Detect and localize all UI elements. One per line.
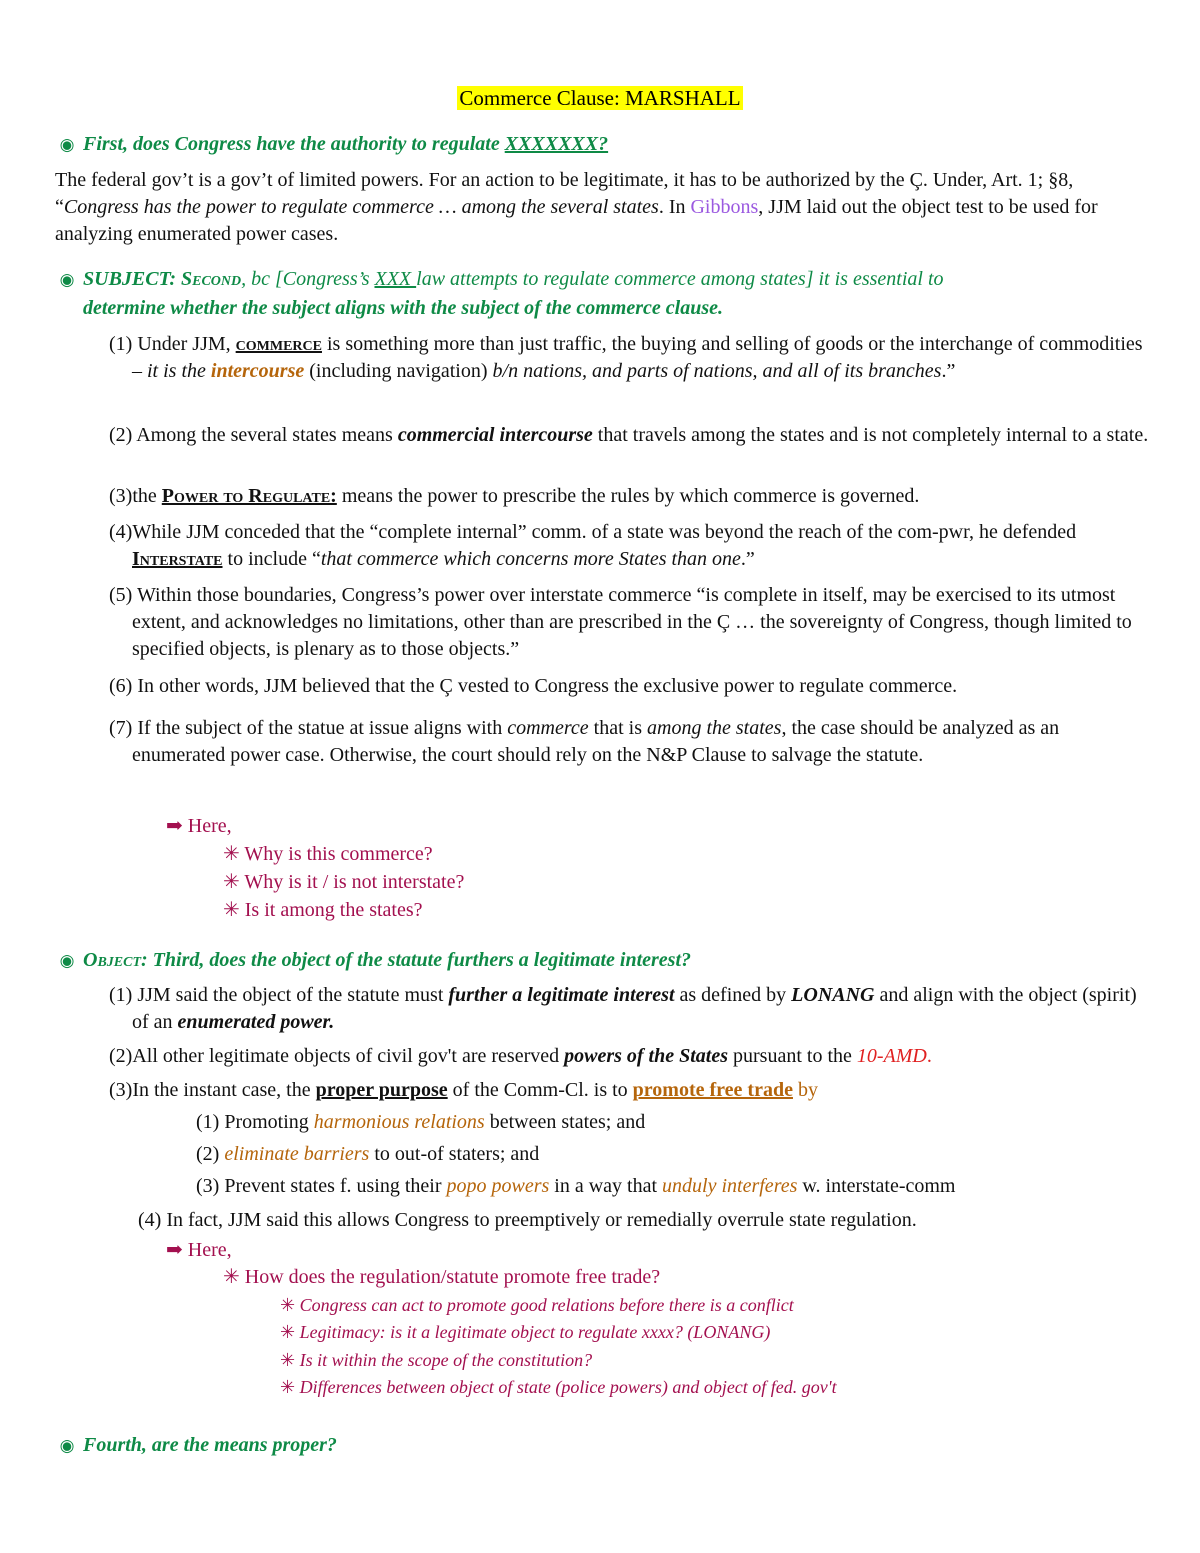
question-item [223, 869, 464, 896]
arrow-icon: ➡ [166, 1239, 183, 1261]
star-icon: ✳ [280, 1350, 296, 1370]
star-icon: ✳ [223, 899, 240, 921]
item-text-4: (including navigation) [304, 360, 493, 382]
star-icon: ✳ [280, 1295, 296, 1315]
term-power-to-regulate: Power to Regulate: [161, 485, 337, 507]
section-bullet-icon: ◉ [59, 135, 75, 154]
item-text: (6) In other words, JJM believed that the Ç vested to Congress the exclusive power to regulate commerce. [109, 675, 958, 697]
question-text: Why is this commerce? [244, 843, 433, 865]
term-proper-purpose: proper purpose [315, 1079, 448, 1101]
term-promote-free-trade: promote free trade [632, 1079, 793, 1101]
item-text: (5) Within those boundaries, Congress’s power over interstate commerce “is complete in itself, may be exercised to its utmost extent, and acknowledges no limitations, other than are prescribed in the Ç … the sovereignty of Congress, though limited to specified objects, is plenary as to those objects.” [109, 584, 1132, 660]
term-unduly-interferes: unduly interferes [662, 1175, 798, 1197]
item-text: (3)the [109, 485, 162, 507]
here-block-2 [166, 1237, 232, 1264]
question-subitem [280, 1374, 837, 1401]
term-intercourse: intercourse [210, 360, 305, 382]
star-icon: ✳ [223, 843, 240, 865]
object-subitem-2 [196, 1141, 539, 1168]
item-quote: that commerce which concerns more States than one [320, 548, 741, 570]
object-subitem-3 [196, 1173, 956, 1200]
item-text: (4) In fact, JJM said this allows Congress to preemptively or remedially overrule state regulation. [138, 1209, 917, 1231]
term-enumerated-power: enumerated power. [177, 1011, 335, 1033]
term-powers-of-states: powers of the States [564, 1045, 729, 1067]
section-heading-first [56, 130, 1146, 159]
item-text: (2) Among the several states means [109, 424, 398, 446]
question-text: Is it among the states? [244, 899, 423, 921]
question-subitem [280, 1347, 592, 1374]
item-text-2: as defined by [674, 984, 792, 1006]
item-text-2: that is [588, 717, 648, 739]
item-among-states: among the states [647, 717, 782, 739]
item-text: (1) Promoting [196, 1111, 314, 1133]
question-text: Congress can act to promote good relations before there is a conflict [299, 1295, 794, 1315]
question-text: Differences between object of state (police powers) and object of fed. gov't [299, 1377, 837, 1397]
subject-label: SUBJECT: [83, 268, 181, 290]
term-lonang: LONANG [791, 984, 875, 1006]
case-gibbons: Gibbons [690, 196, 759, 218]
subject-text-3: determine whether the subject aligns with the subject of the commerce clause. [83, 297, 723, 319]
item-text-5: b/n nations, and parts of nations, and all of its branches [492, 360, 942, 382]
intro-text-3: , JJM laid out the object test to be used for analyzing enumerated power cases. [55, 196, 1098, 245]
question-item [223, 1264, 660, 1291]
section-bullet-icon: ◉ [59, 951, 75, 970]
item-text: (3) Prevent states f. using their [196, 1175, 447, 1197]
question-subitem [280, 1292, 794, 1319]
item-commerce: commerce [507, 717, 589, 739]
object-subitem-1 [196, 1109, 645, 1136]
item-text-2: in a way that [549, 1175, 663, 1197]
subject-item-4 [109, 519, 1149, 573]
term-popo-powers: popo powers [446, 1175, 550, 1197]
item-text-2: pursuant to the [728, 1045, 857, 1067]
item-text-6: .” [941, 360, 956, 382]
subject-item-6 [109, 673, 1149, 700]
section-bullet-icon: ◉ [59, 270, 75, 289]
item-text-3: by [792, 1079, 818, 1101]
section-heading-fourth [56, 1431, 1146, 1460]
term-10-amd: 10-AMD [856, 1045, 927, 1067]
item-text: (1) JJM said the object of the statute must [109, 984, 449, 1006]
item-text-3: and align with the object (spirit) of an [132, 984, 1137, 1033]
section-bullet-icon: ◉ [59, 1436, 75, 1455]
intro-text: The federal gov’t is a gov’t of limited powers. For an action to be legitimate, it has to be authorized by the Ç. Under, Art. 1; §8, “ [55, 169, 1074, 218]
object-item-1 [109, 982, 1149, 1036]
term-legitimate-interest: further a legitimate interest [448, 984, 675, 1006]
term-interstate: Interstate [132, 548, 223, 570]
term-harmonious-relations: harmonious relations [313, 1111, 485, 1133]
arrow-icon: ➡ [166, 815, 183, 837]
here-label: Here, [187, 815, 232, 837]
question-text: How does the regulation/statute promote free trade? [244, 1266, 661, 1288]
section-heading-text: Fourth, are the means proper? [83, 1434, 337, 1456]
item-text: (3)In the instant case, the [109, 1079, 316, 1101]
question-text: Why is it / is not interstate? [244, 871, 465, 893]
question-text: Legitimacy: is it a legitimate object to regulate xxxx? (LONANG) [299, 1322, 771, 1342]
item-text-2: of the Comm-Cl. is to [447, 1079, 633, 1101]
placeholder-subject: XXXXXXX? [504, 133, 609, 155]
item-text-2: is something more than just traffic, the buying and selling of goods or the interchange of commodities – [132, 333, 1143, 382]
subject-placeholder: XXX [374, 268, 417, 290]
item-text: (2)All other legitimate objects of civil gov't are reserved [109, 1045, 565, 1067]
term-commercial-intercourse: commercial intercourse [397, 424, 593, 446]
item-text-3: .” [740, 548, 755, 570]
star-icon: ✳ [223, 871, 240, 893]
subject-item-5 [109, 582, 1149, 663]
object-label: Object [83, 949, 142, 971]
subject-text-2: law attempts to regulate commerce among states] it is essential to [416, 268, 944, 290]
item-text-2: that travels among the states and is not completely internal to a state. [592, 424, 1149, 446]
item-text-3: . [926, 1045, 932, 1067]
item-text-2: means the power to prescribe the rules by which commerce is governed. [336, 485, 920, 507]
question-text: Is it within the scope of the constitution? [299, 1350, 593, 1370]
term-commerce: commerce [235, 333, 322, 355]
question-item [223, 897, 423, 924]
object-item-2 [109, 1043, 932, 1070]
item-text-2: to out-of staters; and [369, 1143, 540, 1165]
object-item-4 [138, 1207, 917, 1234]
object-heading-text: : Third, does the object of the statute furthers a legitimate interest? [141, 949, 692, 971]
item-text-3: , the case should be analyzed as an enumerated power case. Otherwise, the court should rely on the N&P Clause to salvage the statute. [132, 717, 1060, 766]
item-text: (7) If the subject of the statue at issue aligns with [109, 717, 508, 739]
subject-item-7 [109, 715, 1149, 769]
section-heading-subject [56, 265, 1146, 323]
subject-text: , bc [Congress’s [241, 268, 375, 290]
item-text-3: it is the [147, 360, 211, 382]
here-label: Here, [187, 1239, 232, 1261]
here-block-1 [166, 813, 232, 840]
section-heading-object [56, 946, 1146, 975]
title-block [0, 85, 1200, 113]
question-item [223, 841, 433, 868]
item-text: (1) Under JJM, [109, 333, 236, 355]
question-subitem [280, 1319, 770, 1346]
item-text-2: between states; and [484, 1111, 646, 1133]
subject-item-2 [109, 422, 1149, 449]
page-title: Commerce Clause: MARSHALL [459, 86, 741, 110]
section-heading-text: First, does Congress have the authority to regulate [83, 133, 505, 155]
intro-text-2: . In [658, 196, 691, 218]
term-eliminate-barriers: eliminate barriers [224, 1143, 370, 1165]
item-text-2: to include “ [222, 548, 321, 570]
subject-item-1 [109, 331, 1149, 385]
intro-paragraph [55, 167, 1145, 248]
item-text: (4)While JJM conceded that the “complete internal” comm. of a state was beyond the reach of the com-pwr, he defended [109, 521, 1077, 543]
star-icon: ✳ [280, 1377, 296, 1397]
star-icon: ✳ [223, 1266, 240, 1288]
intro-quote: Congress has the power to regulate commerce … among the several states [63, 196, 659, 218]
star-icon: ✳ [280, 1322, 296, 1342]
item-text-3: w. interstate-comm [797, 1175, 956, 1197]
subject-second: Second [180, 268, 242, 290]
subject-item-3 [109, 483, 1149, 510]
object-item-3 [109, 1077, 818, 1104]
item-text: (2) [196, 1143, 225, 1165]
